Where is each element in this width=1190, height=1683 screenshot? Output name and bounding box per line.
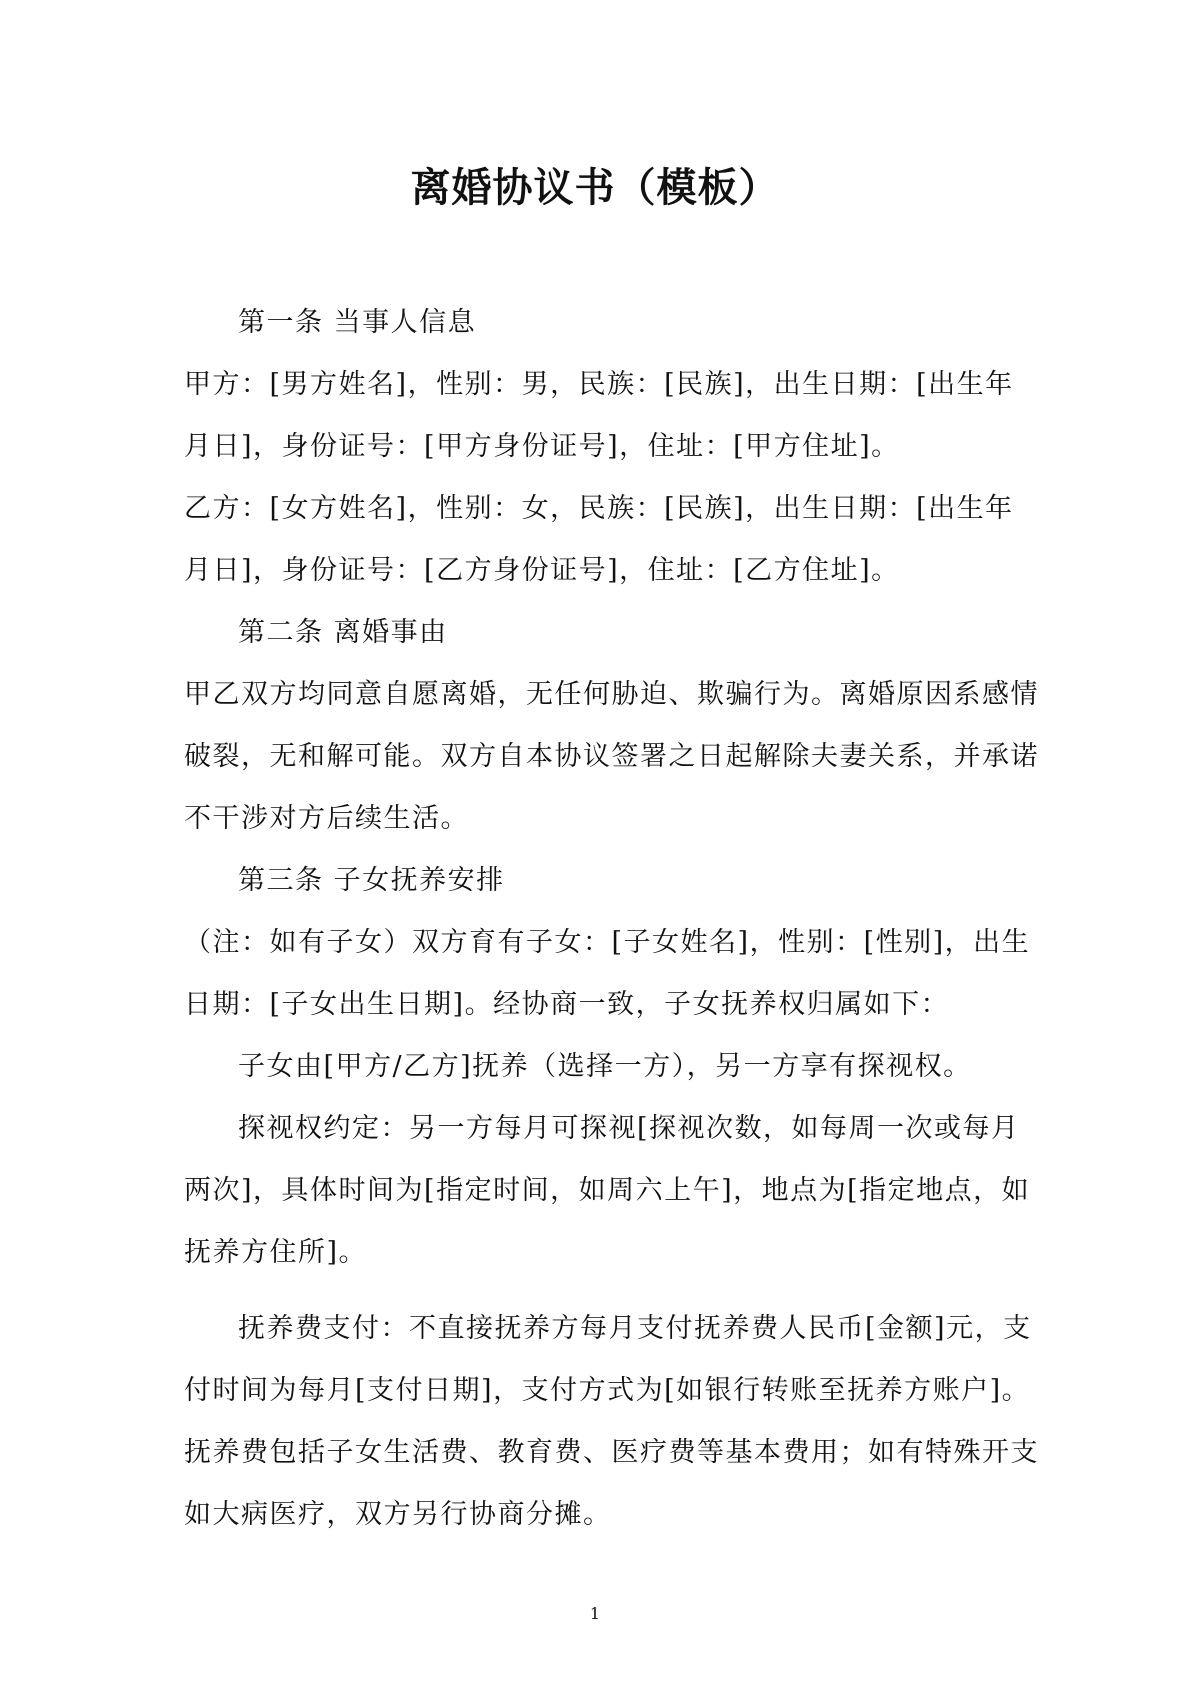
body-line: 月日]，身份证号：[甲方身份证号]，住址：[甲方住址]。 bbox=[184, 431, 900, 462]
document-title: 离婚协议书（模板） bbox=[410, 165, 780, 211]
body-line: 抚养费支付：不直接抚养方每月支付抚养费人民币[金额]元，支 bbox=[238, 1313, 1032, 1344]
body-line: 子女由[甲方/乙方]抚养（选择一方），另一方享有探视权。 bbox=[238, 1051, 972, 1082]
body-line: 探视权约定：另一方每月可探视[探视次数，如每周一次或每月 bbox=[238, 1113, 1020, 1144]
body-line: 不干涉对方后续生活。 bbox=[184, 803, 469, 834]
section-heading-3: 第三条 子女抚养安排 bbox=[238, 865, 505, 896]
body-line: 付时间为每月[支付日期]，支付方式为[如银行转账至抚养方账户]。 bbox=[184, 1375, 1031, 1406]
document-body bbox=[184, 292, 1039, 1546]
section-heading-2: 第二条 离婚事由 bbox=[238, 617, 448, 648]
body-line: 如大病医疗，双方另行协商分摊。 bbox=[184, 1499, 612, 1530]
body-line: 抚养方住所]。 bbox=[184, 1237, 368, 1268]
body-line: 破裂，无和解可能。双方自本协议签署之日起解除夫妻关系，并承诺 bbox=[184, 741, 1039, 772]
body-line: 乙方：[女方姓名]，性别：女，民族：[民族]，出生日期：[出生年 bbox=[184, 493, 1014, 524]
paragraph-spacer bbox=[184, 1284, 1010, 1298]
page-number: 1 bbox=[589, 1604, 601, 1623]
body-line: 抚养费包括子女生活费、教育费、医疗费等基本费用；如有特殊开支 bbox=[184, 1437, 1039, 1468]
body-line: 甲方：[男方姓名]，性别：男，民族：[民族]，出生日期：[出生年 bbox=[184, 369, 1014, 400]
body-line: （注：如有子女）双方育有子女：[子女姓名]，性别：[性别]，出生 bbox=[184, 927, 1031, 958]
body-line: 月日]，身份证号：[乙方身份证号]，住址：[乙方住址]。 bbox=[184, 555, 900, 586]
body-line: 日期：[子女出生日期]。经协商一致，子女抚养权归属如下： bbox=[184, 989, 950, 1020]
section-heading-1: 第一条 当事人信息 bbox=[238, 307, 477, 338]
body-line: 甲乙双方均同意自愿离婚，无任何胁迫、欺骗行为。离婚原因系感情 bbox=[184, 679, 1039, 710]
body-line: 两次]，具体时间为[指定时间，如周六上午]，地点为[指定地点，如 bbox=[184, 1175, 1031, 1206]
